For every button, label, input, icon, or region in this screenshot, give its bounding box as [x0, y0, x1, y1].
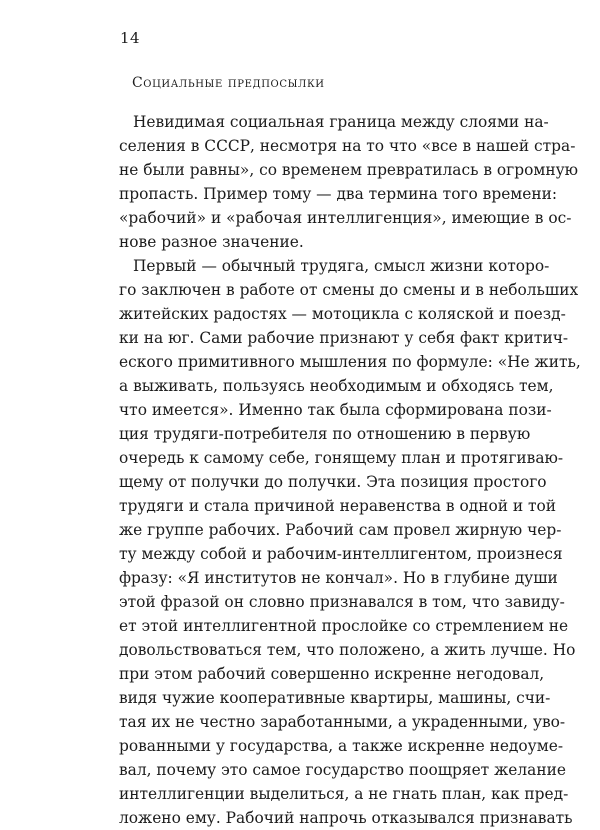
text-line: интеллигенции выделиться, а не гнать план, как пред- — [119, 785, 569, 803]
text-line: ложено ему. Рабочий напрочь отказывался признавать — [119, 809, 573, 827]
text-line: довольствоваться тем, что положено, а жить лучше. Но — [119, 641, 576, 659]
paragraph — [119, 110, 579, 254]
text-line: «рабочий» и «рабочая интеллигенция», имеющие в ос- — [119, 209, 572, 227]
text-line: ет этой интеллигентной прослойке со стремлением не — [119, 617, 569, 635]
text-line: житейских радостях — мотоцикла с коляской и поезд- — [119, 305, 566, 323]
text-line: пропасть. Пример тому — два термина того времени: — [119, 185, 558, 203]
text-line: не были равны», со временем превратилась в огромную — [119, 161, 579, 179]
page-number: 14 — [120, 29, 141, 47]
text-line: щему от получки до получки. Эта позиция простого — [119, 473, 547, 491]
text-line: видя чужие кооперативные квартиры, машины, счи- — [119, 689, 551, 707]
text-line: тая их не честно заработанными, а украденными, уво- — [119, 713, 566, 731]
text-line: при этом рабочий совершенно искренне негодовал, — [119, 665, 545, 683]
text-line: этой фразой он словно признавался в том, что завиду- — [119, 593, 565, 611]
text-line: очередь к самому себе, гонящему план и протягиваю- — [119, 449, 564, 467]
text-line: го заключен в работе от смены до смены и в небольших — [119, 281, 579, 299]
text-line: нове разное значение. — [119, 233, 304, 251]
text-line: ки на юг. Сами рабочие признают у себя факт критич- — [119, 329, 569, 347]
text-line: что имеется». Именно так была сформирована пози- — [119, 401, 552, 419]
text-line: еского примитивного мышления по формуле: «Не жить, — [119, 353, 581, 371]
paragraph — [119, 254, 581, 830]
text-line: а выживать, пользуясь необходимым и обходясь тем, — [119, 377, 554, 395]
text-line: ту между собой и рабочим-интеллигентом, произнеся — [119, 545, 563, 563]
text-line: ция трудяги-потребителя по отношению в первую — [119, 425, 531, 443]
text-line: Первый — обычный трудяга, смысл жизни которо- — [133, 257, 550, 275]
text-line: трудяги и стала причиной неравенства в одной и той — [119, 497, 557, 515]
section-heading: Социальные предпосылки — [132, 75, 325, 91]
body-text — [119, 110, 581, 830]
text-line: вал, почему это самое государство поощряет желание — [119, 761, 566, 779]
text-line: селения в СССР, несмотря на то что «все в нашей стра- — [119, 137, 576, 155]
text-line: Невидимая социальная граница между слоями на- — [133, 113, 549, 131]
text-line: рованными у государства, а также искренне недоуме- — [119, 737, 564, 755]
text-line: фразу: «Я институтов не кончал». Но в глубине души — [119, 569, 558, 587]
text-line: же группе рабочих. Рабочий сам провел жирную чер- — [119, 521, 562, 539]
